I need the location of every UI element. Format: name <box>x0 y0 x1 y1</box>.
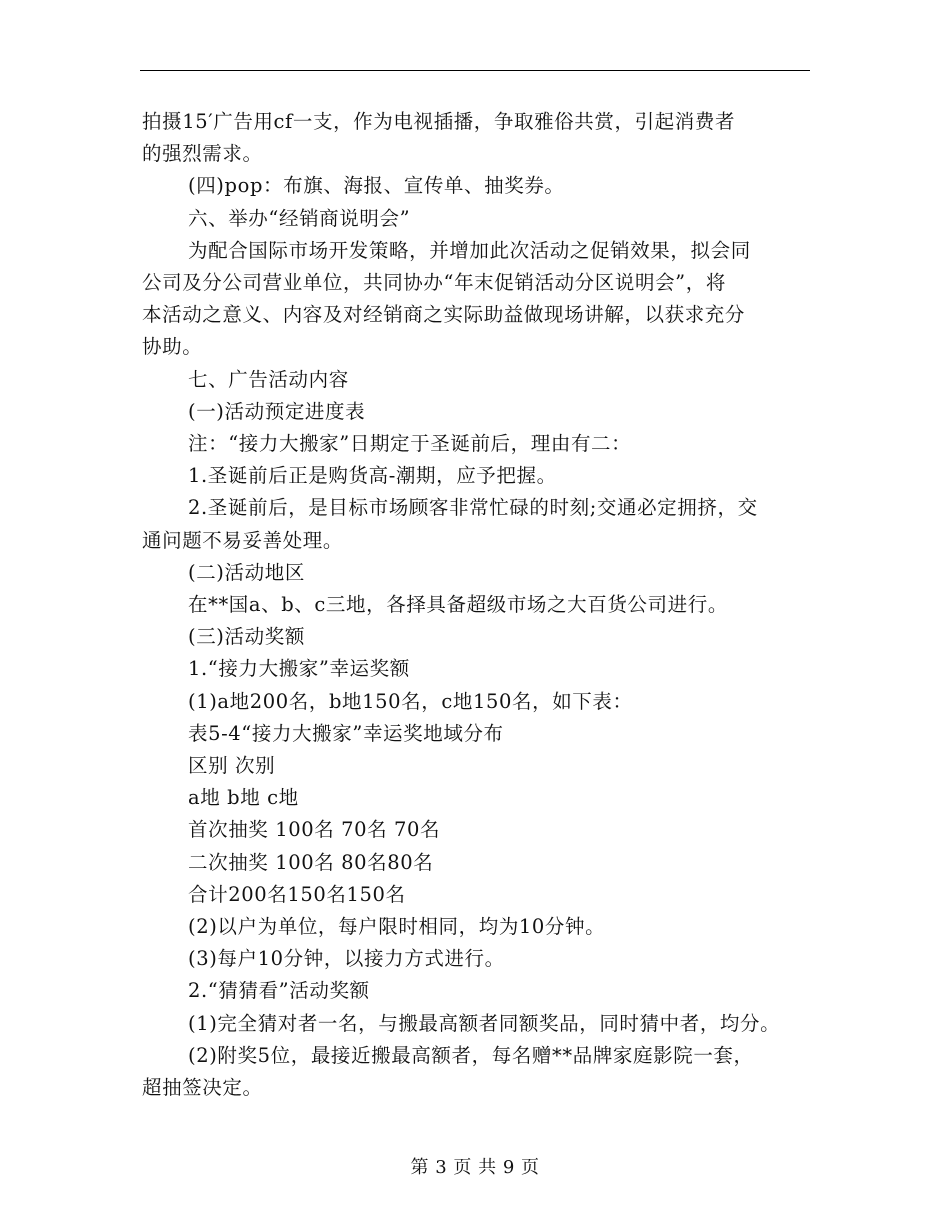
text-line: 本活动之意义、内容及对经销商之实际助益做现场讲解，以获求充分 <box>142 303 746 327</box>
text-line: (2)以户为单位，每户限时相同，均为10分钟。 <box>188 915 606 939</box>
text-line: 区别 次别 <box>188 754 276 778</box>
document-body <box>142 106 814 1104</box>
text-line: 二次抽奖 100名 80名80名 <box>188 850 434 874</box>
header-rule <box>140 70 810 71</box>
text-line: 的强烈需求。 <box>142 142 263 166</box>
text-line: 表5-4“接力大搬家”幸运奖地域分布 <box>188 721 504 745</box>
text-line: 1.圣诞前后正是购货高-潮期，应予把握。 <box>188 464 557 488</box>
text-line: (1)a地200名，b地150名，c地150名，如下表： <box>188 689 633 713</box>
text-line: (四)pop：布旗、海报、宣传单、抽奖券。 <box>188 174 565 198</box>
text-line: 七、广告活动内容 <box>188 367 349 391</box>
text-line: 六、举办“经销商说明会” <box>188 206 411 230</box>
page-number: 第 3 页 共 9 页 <box>410 1157 540 1178</box>
text-line: 2.“猜猜看”活动奖额 <box>188 979 370 1003</box>
text-line: 超抽签决定。 <box>142 1076 263 1100</box>
text-line: (三)活动奖额 <box>188 625 305 649</box>
text-line: 2.圣诞前后，是目标市场顾客非常忙碌的时刻;交通必定拥挤，交 <box>188 496 758 520</box>
text-line: 为配合国际市场开发策略，并增加此次活动之促销效果，拟会同 <box>188 238 751 262</box>
text-line: 通问题不易妥善处理。 <box>142 528 344 552</box>
text-line: 首次抽奖 100名 70名 70名 <box>188 818 441 842</box>
text-line: a地 b地 c地 <box>188 786 299 810</box>
text-line: (2)附奖5位，最接近搬最高额者，每名赠**品牌家庭影院一套， <box>188 1043 754 1067</box>
text-line: 协助。 <box>142 335 203 359</box>
text-line: 公司及分公司营业单位，共同协办“年末促销活动分区说明会”，将 <box>142 271 726 295</box>
text-line: (二)活动地区 <box>188 560 305 584</box>
text-line: 拍摄15′广告用cf一支，作为电视插播，争取雅俗共赏，引起消费者 <box>142 110 736 133</box>
text-line: 合计200名150名150名 <box>188 882 406 906</box>
text-line: 注：“接力大搬家”日期定于圣诞前后，理由有二： <box>188 432 632 456</box>
text-line: (1)完全猜对者一名，与搬最高额者同额奖品，同时猜中者，均分。 <box>188 1011 781 1035</box>
text-line: (一)活动预定进度表 <box>188 399 366 423</box>
text-line: (3)每户10分钟，以接力方式进行。 <box>188 947 505 971</box>
text-line: 在**国a、b、c三地，各择具备超级市场之大百货公司进行。 <box>188 593 728 617</box>
text-line: 1.“接力大搬家”幸运奖额 <box>188 657 410 681</box>
